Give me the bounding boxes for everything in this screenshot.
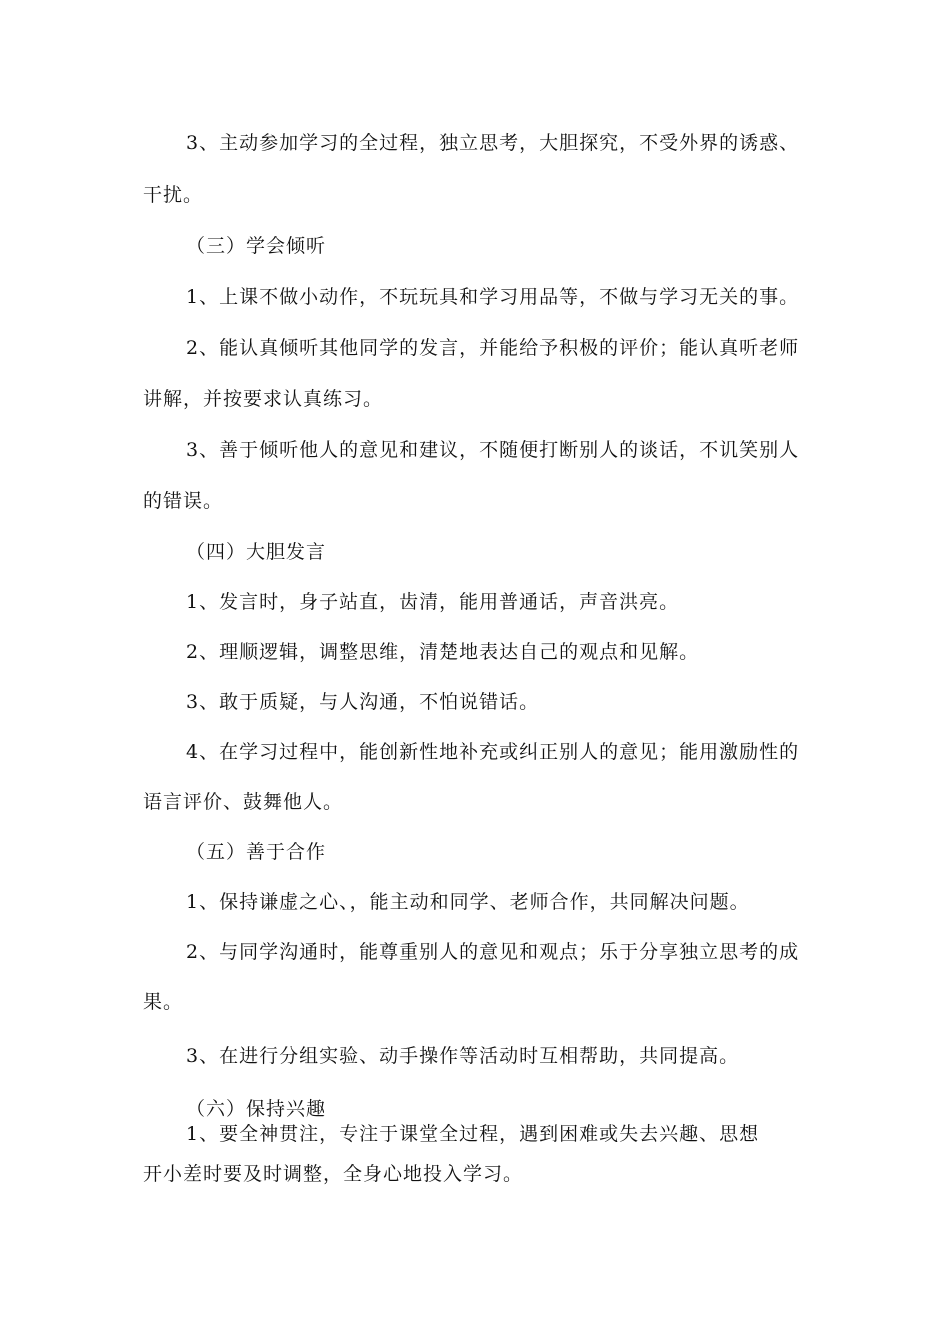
paragraph-line: 果。 <box>143 991 184 1013</box>
paragraph-line: 4、在学习过程中，能创新性地补充或纠正别人的意见；能用激励性的 <box>186 741 800 763</box>
paragraph-line: 1、要全神贯注，专注于课堂全过程，遇到困难或失去兴趣、思想 <box>186 1123 760 1145</box>
paragraph-line: 3、敢于质疑，与人沟通，不怕说错话。 <box>186 691 540 713</box>
paragraph-line: 干扰。 <box>143 184 204 206</box>
paragraph-line: 1、保持谦虚之心、，能主动和同学、老师合作，共同解决问题。 <box>186 891 750 913</box>
paragraph-line: 3、善于倾听他人的意见和建议，不随便打断别人的谈话，不讥笑别人 <box>186 439 800 461</box>
section-heading: （六）保持兴趣 <box>186 1098 327 1120</box>
section-heading: （四）大胆发言 <box>186 541 327 563</box>
paragraph-line: 开小差时要及时调整，全身心地投入学习。 <box>143 1163 524 1185</box>
section-heading: （三）学会倾听 <box>186 235 327 257</box>
paragraph-line: 的错误。 <box>143 490 224 512</box>
paragraph-line: 讲解，并按要求认真练习。 <box>143 388 384 410</box>
paragraph-line: 2、与同学沟通时，能尊重别人的意见和观点；乐于分享独立思考的成 <box>186 941 800 963</box>
paragraph-line: 1、上课不做小动作，不玩玩具和学习用品等，不做与学习无关的事。 <box>186 286 800 308</box>
paragraph-line: 3、在进行分组实验、动手操作等活动时互相帮助，共同提高。 <box>186 1045 740 1067</box>
paragraph-line: 2、能认真倾听其他同学的发言，并能给予积极的评价；能认真听老师 <box>186 337 800 359</box>
paragraph-line: 1、发言时，身子站直，齿清，能用普通话，声音洪亮。 <box>186 591 680 613</box>
paragraph-line: 2、理顺逻辑，调整思维，清楚地表达自己的观点和见解。 <box>186 641 700 663</box>
paragraph-line: 语言评价、鼓舞他人。 <box>143 791 344 813</box>
paragraph-line: 3、主动参加学习的全过程，独立思考，大胆探究，不受外界的诱惑、 <box>186 132 800 154</box>
section-heading: （五）善于合作 <box>186 841 327 863</box>
